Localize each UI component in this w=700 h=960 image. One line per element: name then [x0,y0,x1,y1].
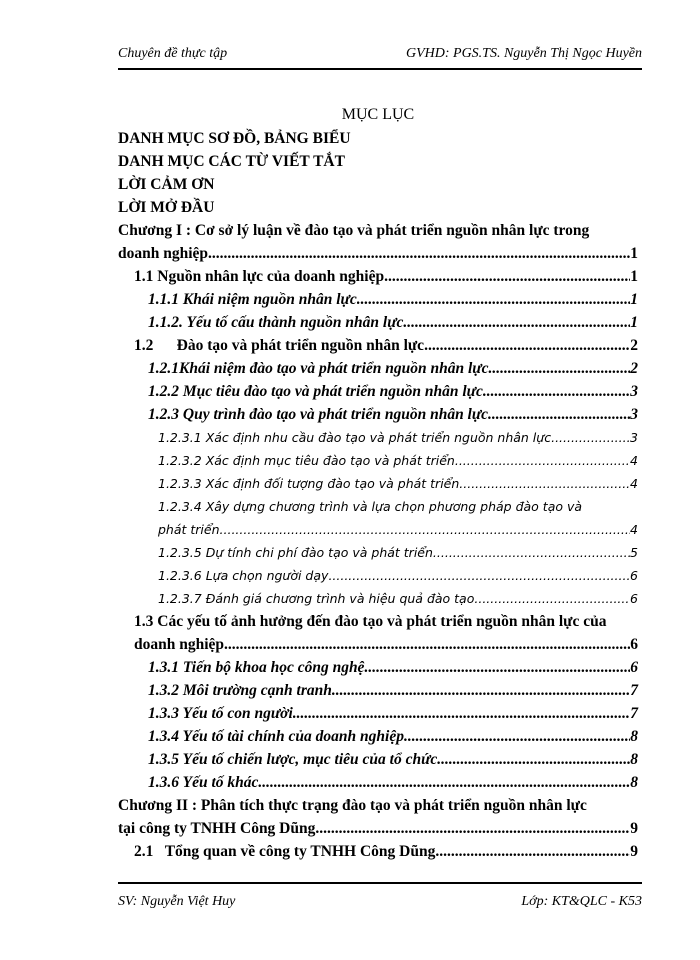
toc-chapter-2[interactable] [118,817,638,840]
toc-page-number: 9 [630,843,638,860]
toc-page-number: 7 [630,705,638,722]
toc-entry-text: 1.2 Đào tạo và phát triển nguồn nhân lực [134,337,425,354]
toc-page-number: 2 [630,337,638,354]
toc-entry-text: 1.2.3 Quy trình đào tạo và phát triển nguồn nhân lực [148,406,489,423]
toc-entry-text: doanh nghiệp [134,636,225,653]
toc-entry-text: 1.2.3.6 Lựa chọn người dạy [158,568,329,583]
toc-entry-text: 1.2.3.3 Xác định đối tượng đào tạo và phát triển [158,476,460,491]
toc-entry-text: doanh nghiệp [118,245,209,262]
toc-entry-1-3-5[interactable] [118,748,638,771]
toc-entry-text: phát triển [158,522,220,537]
toc-page-number: 8 [630,728,638,745]
toc-entry-text: 1.3.6 Yếu tố khác [148,774,259,791]
toc-page-number: 1 [630,314,638,331]
toc-entry-text: 2.1 Tổng quan về công ty TNHH Công Dũng [134,843,436,860]
toc-page-number: 4 [630,476,638,491]
toc-entry-1-2-3-2[interactable] [118,449,638,472]
header-right: GVHD: PGS.TS. Nguyễn Thị Ngọc Huyền [405,46,642,61]
toc-page-number: 1 [630,245,638,262]
toc-front-item[interactable]: LỜI CẢM ƠN [118,176,215,193]
toc-entry-text: 1.3.3 Yếu tố con người [148,705,293,722]
toc-entry-text: 1.1.1 Khái niệm nguồn nhân lực [148,291,357,308]
toc-chapter-1[interactable] [118,242,638,265]
toc-page-number: 3 [630,406,638,423]
toc-entry-1-2-3-6[interactable] [118,564,638,587]
toc-front-item[interactable]: DANH MỤC SƠ ĐỒ, BẢNG BIỂU [118,130,351,147]
toc-page-number: 1 [630,268,638,285]
toc-entry-text: 1.2.3.7 Đánh giá chương trình và hiệu quả đào tạo [158,591,475,606]
toc-entry-1-2-2[interactable] [118,380,638,403]
toc-chapter-1-line1[interactable]: Chương I : Cơ sở lý luận về đào tạo và phát triển nguồn nhân lực trong [118,222,590,239]
toc-entry-text: 1.3.2 Môi trường cạnh tranh [148,682,332,699]
toc-entry-1-2-3-7[interactable] [118,587,638,610]
toc-entry-1-1[interactable] [118,265,638,288]
toc-page-number: 8 [630,751,638,768]
toc-entry-1-2[interactable] [118,334,638,357]
toc-page-number: 9 [630,820,638,837]
toc-page-number: 6 [630,636,638,653]
toc-entry-text: 1.2.3.2 Xác định mục tiêu đào tạo và phát triển [158,453,455,468]
toc-entry-1-1-1[interactable] [118,288,638,311]
toc-page-number: 4 [630,453,638,468]
header-left: Chuyên đề thực tập [118,46,228,61]
toc-front-item[interactable]: DANH MỤC CÁC TỪ VIẾT TẮT [118,153,345,170]
toc-entry-1-3-6[interactable] [118,771,638,794]
toc-entry-text: 1.2.1Khái niệm đào tạo và phát triển nguồn nhân lực [148,360,489,377]
toc-entry-text: 1.1.2. Yếu tố cấu thành nguồn nhân lực [148,314,404,331]
toc-page-number: 4 [630,522,638,537]
toc-entry-1-3-3[interactable] [118,702,638,725]
toc-page-number: 5 [630,545,638,560]
toc-page-number: 8 [630,774,638,791]
toc-entry-1-2-3-4-line1[interactable]: 1.2.3.4 Xây dựng chương trình và lựa chọn phương pháp đào tạo và [158,499,583,514]
toc-entry-text: 1.3.4 Yếu tố tài chính của doanh nghiệp [148,728,404,745]
toc-entry-text: tại công ty TNHH Công Dũng [118,820,316,837]
toc-entry-text: 1.2.3.5 Dự tính chi phí đào tạo và phát triển [158,545,433,560]
toc-title: MỤC LỤC [341,106,415,123]
toc-entry-1-3-2[interactable] [118,679,638,702]
toc-entry-1-2-1[interactable] [118,357,638,380]
toc-entry-1-2-3-5[interactable] [118,541,638,564]
toc-entry-text: 1.3.1 Tiến bộ khoa học công nghệ [148,659,365,676]
footer-right: Lớp: KT&QLC - K53 [521,894,642,909]
footer-left: SV: Nguyễn Việt Huy [118,894,236,909]
toc-entry-1-3[interactable] [118,633,638,656]
toc-entry-text: 1.2.3.1 Xác định nhu cầu đào tạo và phát triển nguồn nhân lực [158,430,552,445]
toc-entry-1-3-line1[interactable]: 1.3 Các yếu tố ảnh hưởng đến đào tạo và phát triển nguồn nhân lực của [134,613,607,630]
toc-page-number: 6 [630,659,638,676]
toc-page-number: 1 [630,291,638,308]
toc-entry-1-2-3-4[interactable] [118,518,638,541]
toc-page-number: 6 [630,591,638,606]
toc-entry-1-1-2[interactable] [118,311,638,334]
toc-page-number: 6 [630,568,638,583]
toc-entry-text: 1.2.2 Mục tiêu đào tạo và phát triển nguồn nhân lực [148,383,483,400]
toc-entry-1-2-3[interactable] [118,403,638,426]
toc-page-number: 2 [630,360,638,377]
toc-page-number: 3 [630,430,638,445]
page-footer [118,882,642,912]
toc-front-item[interactable]: LỜI MỞ ĐẦU [118,199,215,216]
toc-entry-text: 1.1 Nguồn nhân lực của doanh nghiệp [134,268,385,285]
toc-entry-1-3-1[interactable] [118,656,638,679]
toc-page-number: 7 [630,682,638,699]
toc-entry-1-2-3-3[interactable] [118,472,638,495]
toc-chapter-2-line1[interactable]: Chương II : Phân tích thực trạng đào tạo và phát triển nguồn nhân lực [118,797,587,814]
toc-entry-1-2-3-1[interactable] [118,426,638,449]
toc-entry-text: 1.3.5 Yếu tố chiến lược, mục tiêu của tổ chức [148,751,438,768]
table-of-contents [118,103,638,863]
toc-entry-1-3-4[interactable] [118,725,638,748]
page-header [118,46,642,70]
toc-entry-2-1[interactable] [118,840,638,863]
toc-page-number: 3 [630,383,638,400]
